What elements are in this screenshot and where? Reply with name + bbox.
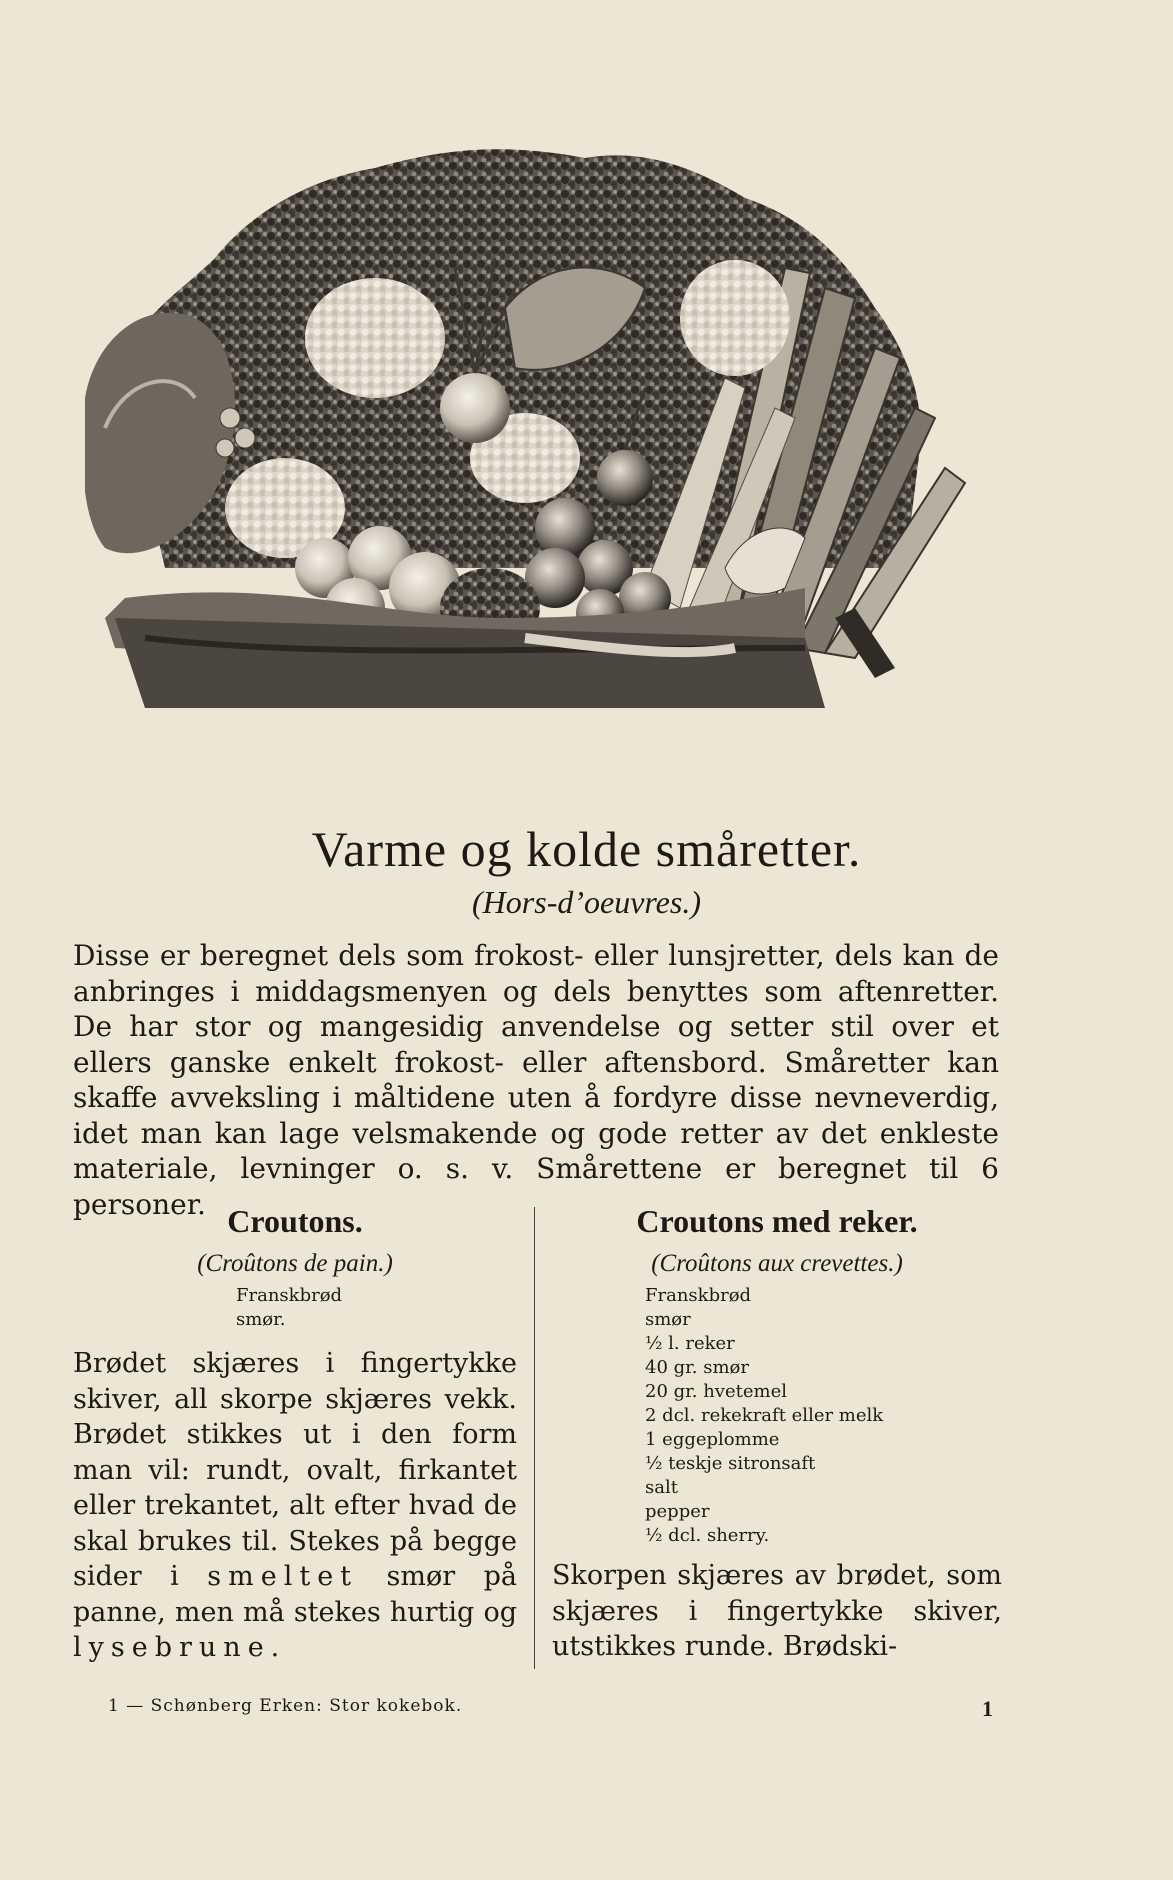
page-subtitle: (Hors-d’oeuvres.) <box>472 884 701 920</box>
recipe-method: Skorpen skjæres av brødet, som skjæres i fingertykke skiver, utstikkes runde. Brødski- <box>552 1560 1002 1662</box>
vegetables-illustration <box>85 148 1005 788</box>
ingredient-item: salt <box>645 1477 678 1498</box>
ingredient-item: 40 gr. smør <box>645 1357 749 1378</box>
recipe-croutons-reker <box>552 1200 1002 1665</box>
ingredient-item: ½ dcl. sherry. <box>645 1525 770 1546</box>
intro-paragraph: Disse er beregnet dels som frokost- eller lunsjretter, dels kan de anbringes i middagsmenyen og dels benyttes som aftenretter. De har stor og mangesidig anvendelse og setter stil over et ellers ganske enkelt frokost- eller aftensbord. Småretter kan skaffe avveksling i måltidene uten å fordyre disse nevneverdig, idet man kan lage velsmakende og gode retter av det enkleste materiale, levninger o. s. v. Smårettene er beregnet til 6 personer. <box>73 939 999 1221</box>
recipe-alt-title: (Croûtons de pain.) <box>197 1250 393 1277</box>
footer-signature: 1 — Schønberg Erken: Stor kokebok. <box>108 1696 463 1716</box>
ingredient-item: Franskbrød <box>645 1285 752 1306</box>
recipe-title: Croutons. <box>227 1203 363 1239</box>
ingredient-item: 2 dcl. rekekraft eller melk <box>645 1405 884 1426</box>
method-text: Brødet skjæres i fingertykke skiver, all skorpe skjæres vekk. Brødet stikkes ut i den form man vil: rundt, ovalt, firkantet eller trekantet, alt efter hvad de skal brukes til. Stekes på begge sider i <box>73 1348 517 1592</box>
ingredient-item: smør <box>645 1309 691 1330</box>
method-emphasis: smeltet <box>207 1561 359 1592</box>
page-title: Varme og kolde småretter. <box>311 821 862 877</box>
ingredient-list <box>645 1284 1002 1548</box>
ingredient-item: ½ teskje sitronsaft <box>645 1453 816 1474</box>
ingredient-item: smør. <box>236 1309 286 1330</box>
method-text: smør på panne, men må stekes hurtig og <box>73 1561 517 1628</box>
recipe-method <box>73 1346 517 1666</box>
vegetable-basket-image <box>85 148 1005 788</box>
ingredient-item: ½ l. reker <box>645 1333 735 1354</box>
ingredient-item: 20 gr. hvetemel <box>645 1381 787 1402</box>
method-emphasis: lysebrune. <box>73 1632 287 1663</box>
recipe-alt-title: (Croûtons aux crevettes.) <box>651 1250 903 1277</box>
ingredient-list <box>236 1284 517 1332</box>
ingredient-item: Franskbrød <box>236 1285 343 1306</box>
ingredient-item: 1 eggeplomme <box>645 1429 780 1450</box>
recipe-title: Croutons med reker. <box>636 1203 918 1239</box>
recipe-croutons <box>73 1200 517 1666</box>
column-divider <box>534 1207 535 1669</box>
page-number: 1 <box>982 1696 993 1721</box>
ingredient-item: pepper <box>645 1501 710 1522</box>
